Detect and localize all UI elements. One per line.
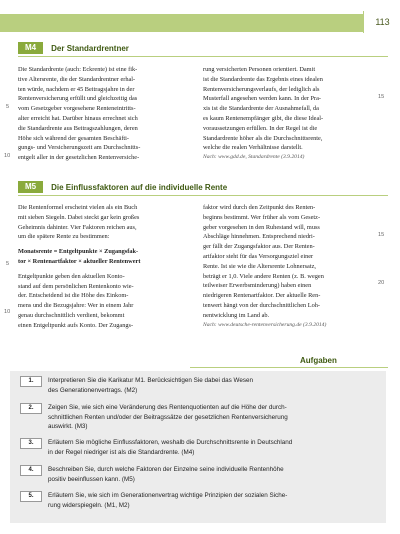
text-line: xis ist die Standardrente der Ausnahmefall, da (203, 105, 319, 113)
text-line: mit sieben Siegeln. Dabei steckt gar kein großes (18, 213, 140, 221)
text-line: stand auf dem persönlichen Rentenkonto wie- (18, 282, 134, 290)
text-line: vom Gesetzgeber vorgesehene Renteneintritts- (18, 105, 136, 113)
text-line: Entgeltpunkte geben den aktuellen Konto- (18, 272, 125, 280)
text-line: artfaktor steht für das Versorgungsziel einer (203, 252, 314, 260)
m4-badge: M4 (18, 42, 43, 54)
m5-left-column (18, 203, 188, 331)
line-number: 10 (4, 153, 11, 159)
task-number: 3. (20, 438, 42, 449)
m4-left-column (18, 65, 188, 163)
text-line: tenwert hängt von der durchschnittlichen Loh- (203, 301, 320, 309)
task-line: Beschreiben Sie, durch welche Faktoren der Einzelne seine individuelle Rentenhöhe (48, 466, 284, 473)
text-line: Abschläge hinnehmen. Entsprechend niedri- (203, 233, 315, 241)
text-line: Musterfall angesehen werden kann. In der Pra- (203, 95, 322, 103)
text-line: beginns bestimmt. Wer früher als vom Gesetz- (203, 213, 321, 221)
text-line: um die spätere Rente zu bestimmen: (18, 233, 110, 241)
m4-rule (18, 56, 388, 57)
m4-source: Nach: www.gdd.de, Standardrente (3.9.2014) (203, 154, 305, 161)
line-number: 15 (378, 232, 385, 238)
line-number: 15 (378, 94, 385, 100)
text-line: voraussetzungen erfüllen. In der Regel ist die (203, 124, 318, 132)
task-line: positiv beeinflussen kann. (M5) (48, 475, 135, 483)
text-line: geber vorgesehen in den Ruhestand will, muss (203, 223, 320, 231)
m4-header (18, 42, 129, 54)
text-line: gungs- und Versicherungszeit am Durchschnitts- (18, 144, 141, 152)
task-number: 2. (20, 403, 42, 414)
text-line: rung versicherten Personen orientiert. Damit (203, 66, 316, 73)
text-line: Die Standardrente (auch: Eckrente) ist eine fik- (18, 66, 138, 73)
task-line: schnittlichen Renten und/oder der Beitragssätze der gesetzlichen Rentenversicherung (48, 413, 288, 421)
line-number: 5 (6, 104, 10, 110)
text-line: Rentenversicherungsverlaufs, der lediglich als (203, 85, 320, 93)
text-line: beträgt er 1,0. Viele andere Renten (z. B. wegen (203, 272, 324, 280)
text-line: Rentenversicherung erfüllt und gleichzeitig das (18, 95, 138, 103)
task-line: rung widerspiegeln. (M1, M2) (48, 501, 130, 509)
text-line: tive Altersrente, die der Standardrentner erhal- (18, 75, 136, 83)
task-line: Interpretieren Sie die Karikatur M1. Berücksichtigen Sie dabei das Wesen (48, 377, 253, 384)
m5-right-column (203, 203, 373, 330)
task-line: in der Regel niedriger ist als die Standardrente. (M4) (48, 448, 195, 456)
line-number: 5 (6, 261, 10, 267)
text-line: es kaum Rentenempfänger gibt, die diese Ideal- (203, 114, 324, 122)
text-line: Rente. Ist sie wie die Altersrente Lohnersatz, (203, 262, 316, 270)
page-number: 113 (363, 11, 400, 33)
task-line: Erläutern Sie mögliche Einflussfaktoren, weshalb die Durchschnittsrente in Deutschland (48, 439, 293, 446)
text-line: welche die realen Verhältnisse darstellt. (203, 144, 303, 152)
m5-header (18, 181, 227, 193)
formula-line: tor × Rentenartfaktor × aktueller Rentenwert (18, 257, 141, 265)
m4-right-column (203, 65, 373, 163)
task-line: des Generationenvertrags. (M2) (48, 386, 138, 394)
task-item (20, 376, 380, 395)
text-line: Höhe sich während der gesamten Beschäfti- (18, 134, 130, 142)
m5-badge: M5 (18, 181, 43, 193)
text-line: entgelt aller in der gesetzlichen Rentenversiche- (18, 154, 140, 162)
text-line: nentwicklung im Land ab. (203, 311, 270, 319)
text-line: teilweiser Erwerbsminderung) haben einen (203, 282, 312, 290)
text-line: der. Entscheidend ist die Höhe des Einkom- (18, 292, 129, 300)
task-number: 1. (20, 376, 42, 387)
text-line: mens und die Bezugsjahre: Wer in einem Jahr (18, 302, 134, 310)
text-line: faktor wird durch den Zeitpunkt des Renten- (203, 204, 316, 211)
text-line: ist die Standardrente das Ergebnis eines idealen (203, 75, 323, 83)
m5-title: Die Einflussfaktoren auf die individuelle Rente (51, 182, 228, 192)
text-line: ger fällt der Zugangsfaktor aus. Der Renten- (203, 243, 315, 251)
task-number: 5. (20, 491, 42, 502)
line-number: 20 (378, 280, 385, 286)
m5-source: Nach: www.deutsche-rentenversicherung.de (3.9.2014) (203, 321, 327, 328)
text-line: alter erreicht hat. Darüber hinaus errechnet sich (18, 114, 138, 122)
task-number: 4. (20, 465, 42, 476)
tasks-rule (190, 367, 388, 368)
text-line: einen Entgeltpunkt aufs Konto. Der Zugangs- (18, 321, 134, 329)
text-line: Die Rentenformel erscheint vielen als ein Buch (18, 204, 138, 211)
text-line: Geheimnis dahinter. Vier Faktoren reichen aus, (18, 223, 137, 231)
text-line: genau durchschnittlich verdient, bekommt (18, 311, 125, 319)
task-item (20, 491, 380, 510)
task-item (20, 438, 380, 457)
m4-title: Der Standardrentner (51, 43, 129, 53)
task-item (20, 403, 380, 432)
text-line: die Standardrente aus Beitragszahlungen, deren (18, 124, 138, 132)
task-line: Zeigen Sie, wie sich eine Veränderung des Rentenquotienten auf die Höhe der durch- (48, 404, 287, 411)
text-line: Standardrente höher als die Durchschnittsrente, (203, 134, 323, 142)
m5-rule (18, 195, 388, 196)
formula-line: Monatsrente = Entgeltpunkte × Zugangsfak- (18, 248, 139, 256)
text-line: niedrigeren Rentenartfaktor. Der aktuelle Ren- (203, 292, 321, 300)
line-number: 10 (4, 309, 11, 315)
task-line: auswirkt. (M3) (48, 423, 88, 430)
text-line: ten würde, nachdem er 45 Beitragsjahre in der (18, 85, 135, 93)
tasks-title: Aufgaben (300, 356, 337, 365)
task-item (20, 465, 380, 484)
task-line: Erläutern Sie, wie sich im Generationenvertrag wichtige Prinzipien der sozialen Siche- (48, 492, 288, 499)
top-color-bar (0, 14, 384, 32)
